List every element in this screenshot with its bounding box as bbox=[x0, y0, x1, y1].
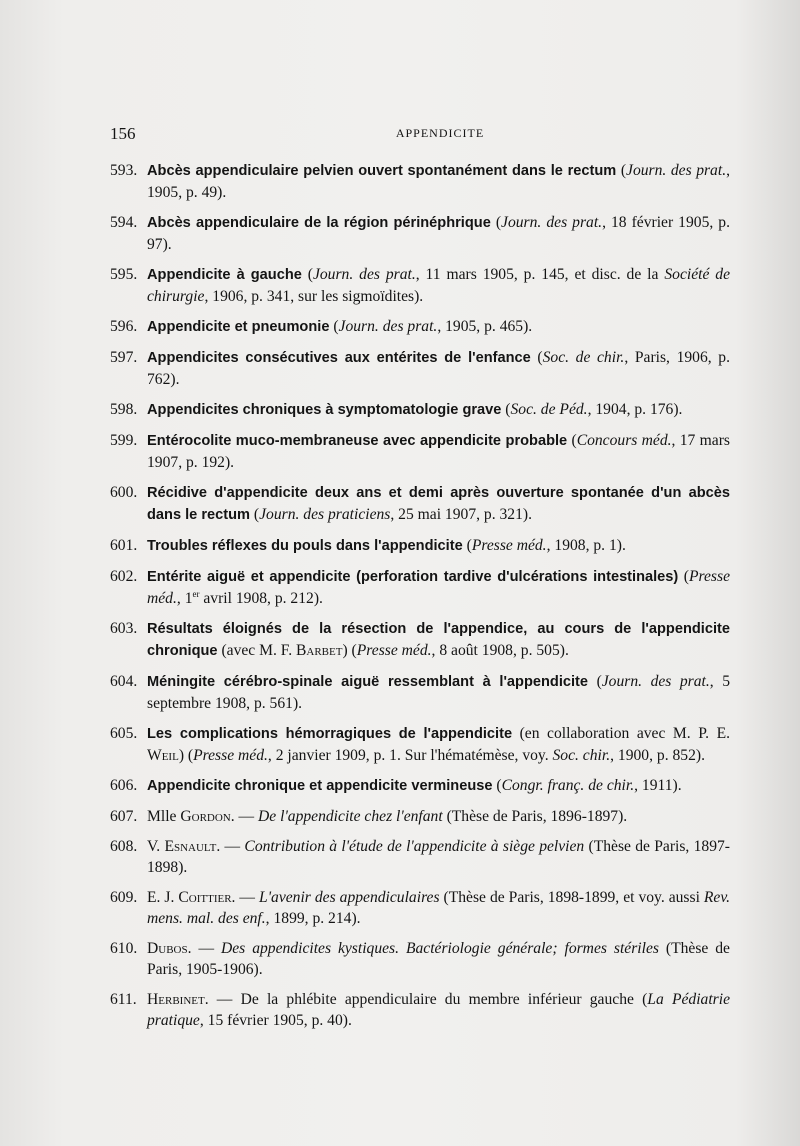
bibliography-entry-606: 606. Appendicite chronique et appendicite vermineuse (Congr. franç. de chir., 1911). bbox=[110, 777, 682, 794]
bibliography-list bbox=[110, 160, 730, 1040]
bibliography-entry-594: 594. Abcès appendiculaire de la région périnéphrique (Journ. des prat., 18 février 1905, p. 97). bbox=[110, 214, 730, 253]
bibliography-entry-600: 600. Récidive d'appendicite deux ans et demi après ouverture spontanée d'un abcès dans le rectum (Journ. des praticiens, 25 mai 1907, p. 321). bbox=[110, 484, 730, 523]
bibliography-entry-603: 603. Résultats éloignés de la résection de l'appendice, au cours de l'appendicite chronique (avec M. F. Barbet) (Presse méd., 8 août 1908, p. 505). bbox=[110, 620, 730, 659]
bibliography-entry-609: 609. E. J. Coittier. — L'avenir des appendiculaires (Thèse de Paris, 1898-1899, et voy. aussi Rev. mens. mal. des enf., 1899, p. 214). bbox=[110, 889, 730, 927]
bibliography-entry-593: 593. Abcès appendiculaire pelvien ouvert spontanément dans le rectum (Journ. des prat., 1905, p. 49). bbox=[110, 162, 730, 201]
bibliography-entry-611: 611. Herbinet. — De la phlébite appendiculaire du membre inférieur gauche (La Pédiatrie pratique, 15 février 1905, p. 40). bbox=[110, 991, 730, 1029]
bibliography-entry-601: 601. Troubles réflexes du pouls dans l'appendicite (Presse méd., 1908, p. 1). bbox=[110, 537, 626, 554]
bibliography-entry-605: 605. Les complications hémorragiques de l'appendicite (en collaboration avec M. P. E. Weil) (Presse méd., 2 janvier 1909, p. 1. Sur l'hématémèse, voy. Soc. chir., 1900, p. 852). bbox=[110, 725, 730, 764]
bibliography-entry-604: 604. Méningite cérébro-spinale aiguë ressemblant à l'appendicite (Journ. des prat., 5 septembre 1908, p. 561). bbox=[110, 673, 731, 712]
running-title: APPENDICITE bbox=[395, 126, 485, 140]
bibliography-entry-608: 608. V. Esnault. — Contribution à l'étude de l'appendicite à siège pelvien (Thèse de Paris, 1897-1898). bbox=[110, 838, 730, 876]
bibliography-entry-599: 599. Entérocolite muco-membraneuse avec appendicite probable (Concours méd., 17 mars 1907, p. 192). bbox=[110, 432, 730, 471]
bibliography-entry-602: 602. Entérite aiguë et appendicite (perforation tardive d'ulcérations intestinales) (Presse méd., 1er avril 1908, p. 212). bbox=[110, 568, 730, 607]
bibliography-entry-597: 597. Appendicites consécutives aux entérites de l'enfance (Soc. de chir., Paris, 1906, p. 762). bbox=[110, 349, 730, 388]
bibliography-entry-595: 595. Appendicite à gauche (Journ. des prat., 11 mars 1905, p. 145, et disc. de la Société de chirurgie, 1906, p. 341, sur les sigmoïdites). bbox=[110, 266, 730, 305]
page-number: 156 bbox=[110, 124, 136, 143]
bibliography-entry-596: 596. Appendicite et pneumonie (Journ. des prat., 1905, p. 465). bbox=[110, 318, 533, 335]
bibliography-entry-610: 610. Dubos. — Des appendicites kystiques. Bactériologie générale; formes stériles (Thèse de Paris, 1905-1906). bbox=[110, 940, 730, 978]
page-header bbox=[110, 124, 730, 148]
bibliography-entry-607: 607. Mlle Gordon. — De l'appendicite chez l'enfant (Thèse de Paris, 1896-1897). bbox=[110, 808, 628, 825]
bibliography-entry-598: 598. Appendicites chroniques à symptomatologie grave (Soc. de Péd., 1904, p. 176). bbox=[110, 401, 683, 418]
